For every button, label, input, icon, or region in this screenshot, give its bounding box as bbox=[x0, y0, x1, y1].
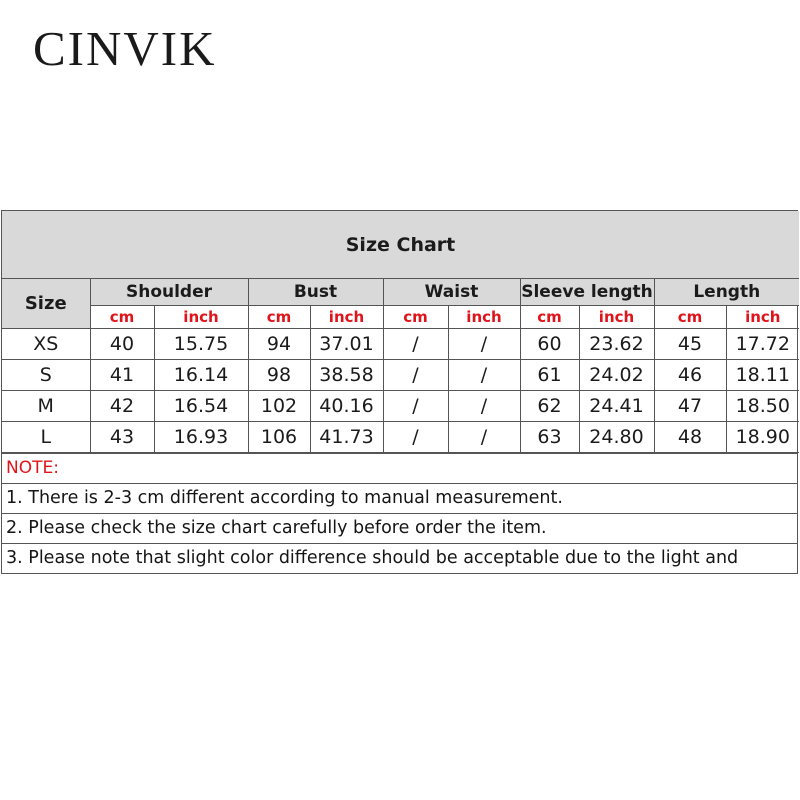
table-cell: 61 bbox=[520, 360, 579, 391]
note-line-1: 1. There is 2-3 cm different according to manual measurement. bbox=[2, 484, 797, 514]
notes-section bbox=[2, 453, 797, 573]
size-chart-table bbox=[2, 211, 799, 453]
table-cell: 94 bbox=[248, 329, 310, 360]
brand-logo: CINVIK bbox=[33, 21, 217, 76]
table-cell: 24.41 bbox=[579, 391, 654, 422]
chart-title: Size Chart bbox=[2, 211, 799, 279]
table-cell: 46 bbox=[654, 360, 726, 391]
table-cell: 18.90 bbox=[726, 422, 799, 453]
table-cell: 102 bbox=[248, 391, 310, 422]
table-cell: 18.50 bbox=[726, 391, 799, 422]
size-cell: M bbox=[2, 391, 90, 422]
table-cell: / bbox=[448, 391, 520, 422]
table-cell: 43 bbox=[90, 422, 154, 453]
unit-cm: cm bbox=[248, 306, 310, 329]
unit-inch: inch bbox=[726, 306, 799, 329]
table-cell: 45 bbox=[654, 329, 726, 360]
size-cell: L bbox=[2, 422, 90, 453]
table-cell: 42 bbox=[90, 391, 154, 422]
table-cell: 41 bbox=[90, 360, 154, 391]
unit-cm: cm bbox=[90, 306, 154, 329]
table-cell: 16.54 bbox=[154, 391, 248, 422]
table-cell: 18.11 bbox=[726, 360, 799, 391]
table-cell: 15.75 bbox=[154, 329, 248, 360]
table-cell: 16.93 bbox=[154, 422, 248, 453]
table-cell: / bbox=[448, 422, 520, 453]
table-cell: 40.16 bbox=[310, 391, 383, 422]
table-cell: / bbox=[383, 360, 448, 391]
group-header-bust: Bust bbox=[248, 279, 383, 306]
table-cell: 48 bbox=[654, 422, 726, 453]
group-header-sleeve-length: Sleeve length bbox=[520, 279, 654, 306]
table-cell: 106 bbox=[248, 422, 310, 453]
table-cell: 37.01 bbox=[310, 329, 383, 360]
table-cell: 16.14 bbox=[154, 360, 248, 391]
unit-inch: inch bbox=[448, 306, 520, 329]
table-row bbox=[2, 391, 799, 422]
size-chart-sheet bbox=[1, 210, 798, 574]
table-cell: 47 bbox=[654, 391, 726, 422]
size-cell: S bbox=[2, 360, 90, 391]
table-cell: 41.73 bbox=[310, 422, 383, 453]
table-cell: 23.62 bbox=[579, 329, 654, 360]
note-line-2: 2. Please check the size chart carefully before order the item. bbox=[2, 514, 797, 544]
table-cell: / bbox=[448, 329, 520, 360]
table-cell: 60 bbox=[520, 329, 579, 360]
size-column-header: Size bbox=[2, 279, 90, 329]
group-header-length: Length bbox=[654, 279, 799, 306]
table-row bbox=[2, 329, 799, 360]
table-cell: / bbox=[383, 391, 448, 422]
table-cell: / bbox=[448, 360, 520, 391]
group-header-waist: Waist bbox=[383, 279, 520, 306]
table-cell: 40 bbox=[90, 329, 154, 360]
table-cell: 24.80 bbox=[579, 422, 654, 453]
table-cell: / bbox=[383, 329, 448, 360]
table-cell: 38.58 bbox=[310, 360, 383, 391]
unit-cm: cm bbox=[520, 306, 579, 329]
table-cell: 98 bbox=[248, 360, 310, 391]
unit-cm: cm bbox=[654, 306, 726, 329]
unit-inch: inch bbox=[310, 306, 383, 329]
unit-inch: inch bbox=[154, 306, 248, 329]
group-header-shoulder: Shoulder bbox=[90, 279, 248, 306]
notes-heading: NOTE: bbox=[2, 454, 797, 484]
unit-cm: cm bbox=[383, 306, 448, 329]
table-cell: 17.72 bbox=[726, 329, 799, 360]
table-row bbox=[2, 422, 799, 453]
table-cell: 63 bbox=[520, 422, 579, 453]
table-cell: 24.02 bbox=[579, 360, 654, 391]
table-cell: / bbox=[383, 422, 448, 453]
table-row bbox=[2, 360, 799, 391]
note-line-3: 3. Please note that slight color difference should be acceptable due to the light and bbox=[6, 548, 739, 568]
size-cell: XS bbox=[2, 329, 90, 360]
table-cell: 62 bbox=[520, 391, 579, 422]
unit-inch: inch bbox=[579, 306, 654, 329]
